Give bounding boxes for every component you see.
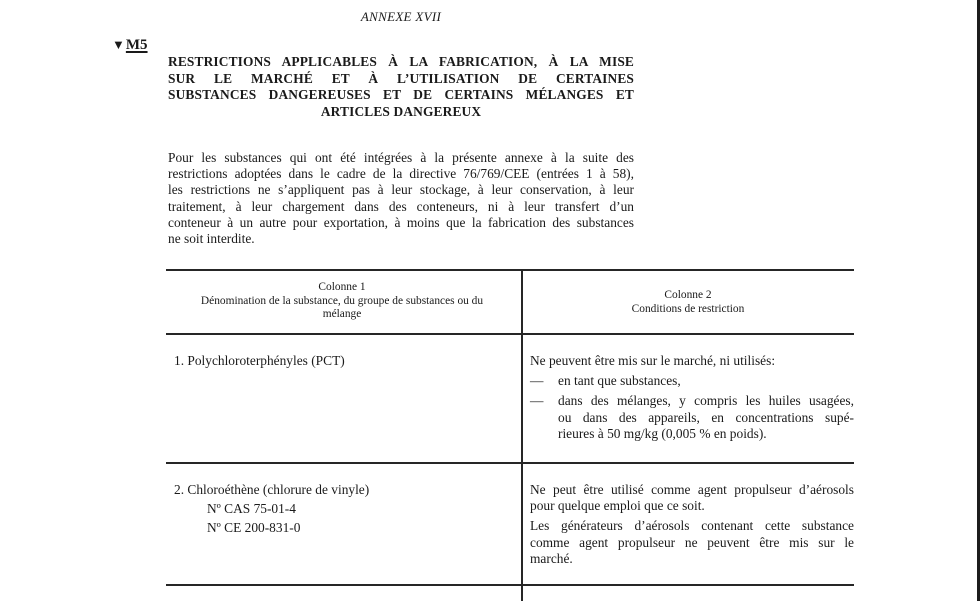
condition-item bbox=[530, 393, 854, 442]
intro-line: Pour les substances qui ont été intégrées à la présente annexe à la suite des bbox=[168, 150, 634, 165]
column-label: Colonne 1 bbox=[318, 281, 366, 293]
triangle-down-icon: ▼ bbox=[112, 37, 125, 52]
intro-line: restrictions adoptées dans le cadre de la directive 76/769/CEE (entrées 1 à 58), bbox=[168, 166, 634, 182]
column-description: Dénomination de la substance, du groupe de substances ou du bbox=[200, 294, 484, 307]
column-header-2 bbox=[528, 289, 848, 316]
amendment-code: M5 bbox=[125, 37, 148, 53]
dash-bullet: — bbox=[530, 373, 544, 389]
row-separator bbox=[166, 584, 854, 586]
main-title bbox=[168, 54, 634, 120]
header-bottom-rule bbox=[166, 333, 854, 335]
condition-paragraph bbox=[530, 482, 854, 514]
title-line: SUBSTANCES DANGEREUSES ET DE CERTAINS MÉLANGES ET bbox=[168, 87, 634, 102]
intro-line: les restrictions ne s’appliquent pas à leur stockage, à leur conservation, à leur bbox=[168, 182, 634, 198]
table-row-2-substance bbox=[174, 482, 514, 537]
column-description: mélange bbox=[322, 308, 362, 320]
annex-title: ANNEXE XVII bbox=[360, 9, 442, 24]
intro-line: conteneur à un autre pour exportation, à moins que la fabrication des substances bbox=[168, 214, 634, 230]
intro-paragraph bbox=[168, 150, 634, 247]
title-line: ARTICLES DANGEREUX bbox=[320, 103, 482, 119]
condition-item bbox=[530, 373, 854, 389]
table-row-1-substance bbox=[174, 353, 514, 369]
condition-text: en tant que substances, bbox=[558, 373, 681, 389]
condition-text: rieures à 50 mg/kg (0,005 % en poids). bbox=[558, 425, 767, 441]
title-line: SUR LE MARCHÉ ET À L’UTILISATION DE CERTAINES bbox=[168, 70, 634, 86]
dash-bullet: — bbox=[530, 393, 544, 409]
row-separator bbox=[166, 462, 854, 464]
table-top-rule bbox=[166, 269, 854, 271]
condition-text: pour quelque emploi que ce soit. bbox=[530, 498, 705, 514]
intro-line: traitement, à leur chargement dans des conteneurs, ni à leur transfert d’un bbox=[168, 198, 634, 214]
column-header-1 bbox=[172, 281, 512, 322]
condition-text: dans des mélanges, y compris les huiles usagées, bbox=[558, 393, 854, 409]
cas-number: Nº CAS 75-01-4 bbox=[207, 501, 296, 517]
column-description: Conditions de restriction bbox=[631, 302, 745, 315]
condition-text: Les générateurs d’aérosols contenant cette substance bbox=[530, 518, 854, 534]
conditions-intro: Ne peuvent être mis sur le marché, ni utilisés: bbox=[530, 353, 776, 368]
title-line: RESTRICTIONS APPLICABLES À LA FABRICATION, À LA MISE bbox=[168, 54, 634, 69]
ec-number: Nº CE 200-831-0 bbox=[207, 520, 301, 536]
condition-text: Ne peut être utilisé comme agent propulseur d’aérosols bbox=[530, 482, 854, 497]
condition-text: marché. bbox=[530, 550, 573, 566]
column-label: Colonne 2 bbox=[664, 289, 712, 301]
condition-text: ou dans des appareils, en concentrations supé- bbox=[558, 409, 854, 425]
column-divider bbox=[521, 269, 523, 601]
table-row-1-conditions bbox=[530, 353, 854, 442]
condition-paragraph bbox=[530, 518, 854, 567]
amendment-marker bbox=[112, 37, 148, 54]
table-row-2-conditions bbox=[530, 482, 854, 567]
intro-line: ne soit interdite. bbox=[168, 231, 255, 247]
substance-name: 1. Polychloroterphényles (PCT) bbox=[174, 353, 345, 368]
condition-text: comme agent propulseur ne peuvent être mis sur le bbox=[530, 534, 854, 550]
substance-name: 2. Chloroéthène (chlorure de vinyle) bbox=[174, 482, 370, 497]
